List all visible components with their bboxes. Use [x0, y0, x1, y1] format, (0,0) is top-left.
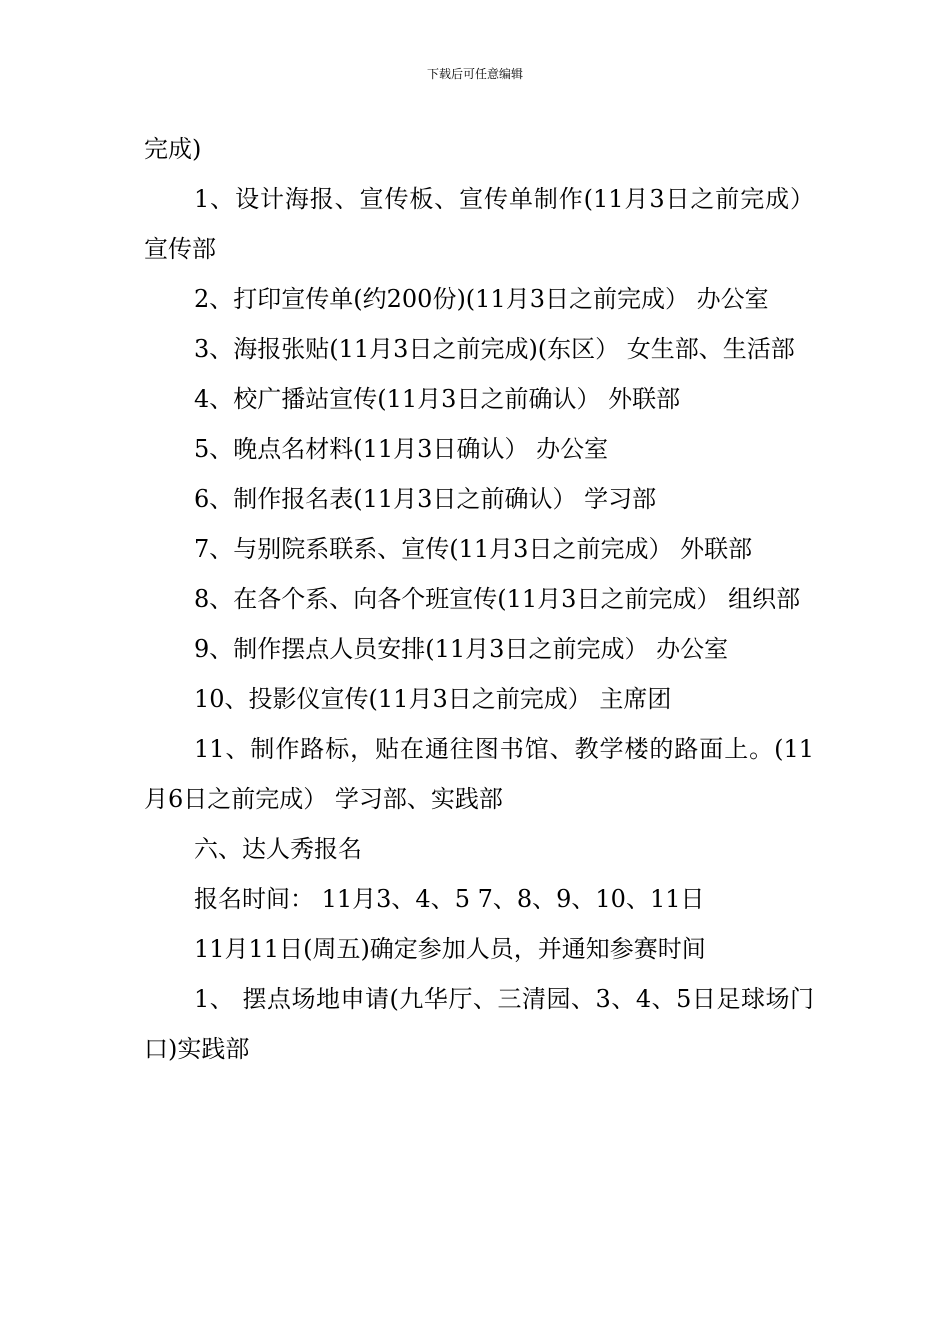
paragraph-10: 10、投影仪宣传(11月3日之前完成） 主席团	[194, 685, 672, 713]
document-body	[144, 124, 814, 1074]
page-header: 下载后可任意编辑	[426, 67, 523, 81]
paragraph-5: 5、晚点名材料(11月3日确认） 办公室	[194, 435, 609, 463]
paragraph-2: 2、打印宣传单(约200份)(11月3日之前完成） 办公室	[194, 285, 769, 313]
paragraph-9: 9、制作摆点人员安排(11月3日之前完成） 办公室	[194, 635, 729, 663]
paragraph-15: 1、 摆点场地申请(九华厅、三清园、3、4、5日足球场门口)实践部	[144, 985, 814, 1063]
paragraph-7: 7、与别院系联系、宣传(11月3日之前完成） 外联部	[194, 535, 753, 563]
paragraph-6: 6、制作报名表(11月3日之前确认） 学习部	[194, 485, 657, 513]
paragraph-3: 3、海报张贴(11月3日之前完成)(东区） 女生部、生活部	[194, 335, 795, 363]
paragraph-1: 1、设计海报、宣传板、宣传单制作(11月3日之前完成）宣传部	[144, 185, 814, 263]
paragraph-11: 11、制作路标，贴在通往图书馆、教学楼的路面上。(11月6日之前完成） 学习部、实践部	[144, 735, 814, 813]
paragraph-13: 报名时间： 11月3、4、5 7、8、9、10、11日	[194, 885, 705, 913]
paragraph-4: 4、校广播站宣传(11月3日之前确认） 外联部	[194, 385, 681, 413]
paragraph-8: 8、在各个系、向各个班宣传(11月3日之前完成） 组织部	[194, 585, 801, 613]
paragraph-14: 11月11日(周五)确定参加人员，并通知参赛时间	[194, 935, 706, 963]
paragraph-12: 六、达人秀报名	[194, 835, 362, 863]
paragraph-0: 完成)	[144, 135, 202, 163]
